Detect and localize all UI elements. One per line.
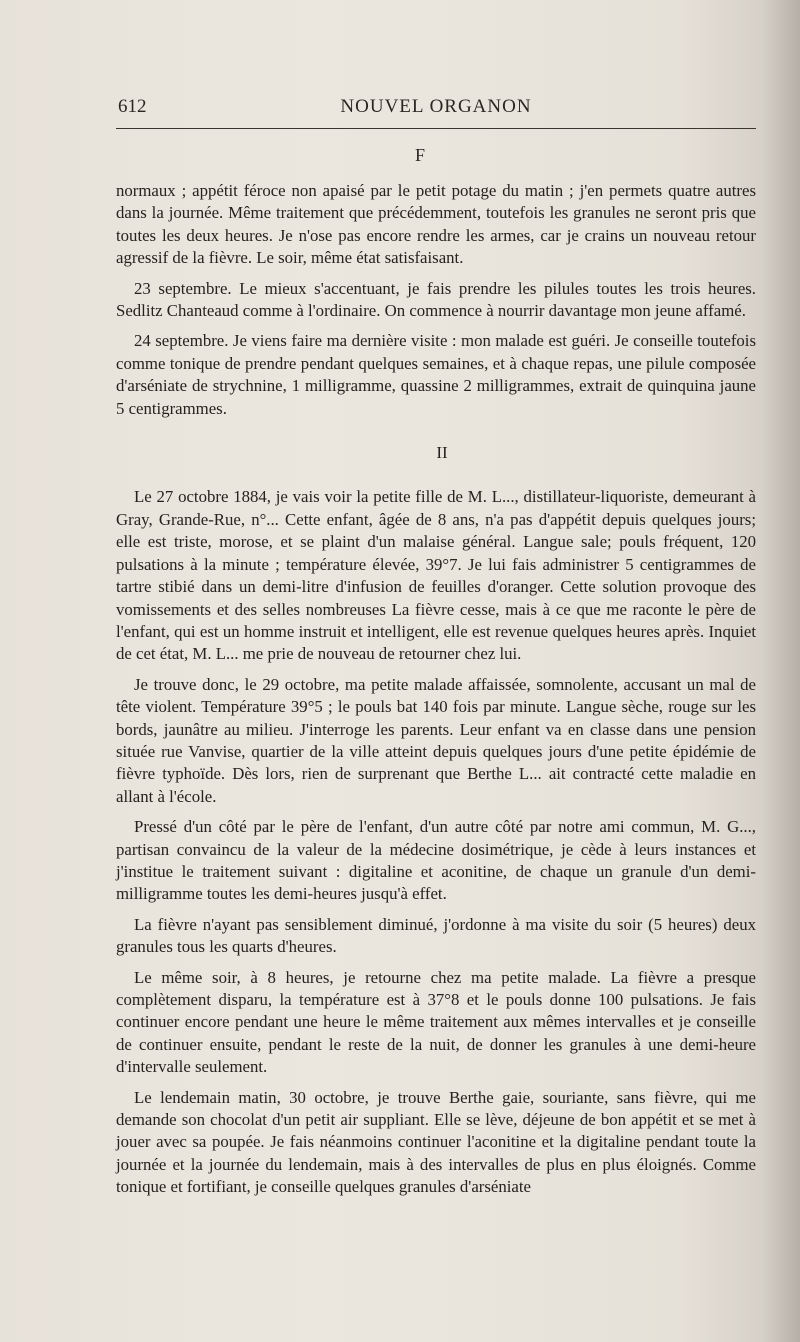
paragraph: Je trouve donc, le 29 octobre, ma petite malade affaissée, somnolente, accusant un mal de tête violent. Température 39°5 ; le pouls bat 140 fois par minute. Langue sèche, rouge sur les bords, jaunâtre au milieu. J'interroge les parents. Leur enfant va en classe dans une pension située rue Vanvise, quartier de la ville atteint depuis quelques jours d'une petite épidémie de fièvre typhoïde. Dès lors, rien de surprenant que Berthe L... ait contracté cette maladie en allant à l'école. <box>116 674 756 806</box>
paragraph: Le lendemain matin, 30 octobre, je trouve Berthe gaie, souriante, sans fièvre, qui me demande son chocolat d'un petit air suppliant. Elle se lève, déjeune de bon appétit et se met à jouer avec sa poupée. Je fais néanmoins continuer l'aconitine et la digitaline pendant toute la journée et la journée du lendemain, mais à des intervalles de plus en plus éloignés. Comme tonique et fortifiant, je conseille quelques granules d'arséniate <box>116 1087 756 1197</box>
signature-mark: F <box>414 145 425 165</box>
page-header <box>116 96 756 126</box>
paragraph: 23 septembre. Le mieux s'accentuant, je fais prendre les pilules toutes les trois heures. Sedlitz Chanteaud comme à l'ordinaire. On commence à nourrir davantage mon jeune affamé. <box>116 278 756 321</box>
paragraph: Le même soir, à 8 heures, je retourne chez ma petite malade. La fièvre a presque complètement disparu, la température est à 37°8 et le pouls donne 100 pulsations. Je fais continuer encore pendant une heure le même traitement aux mêmes intervalles et je conseille de continuer ensuite, pendant le reste de la nuit, de donner les granules à une demi-heure d'intervalle seulement. <box>116 967 756 1077</box>
running-title: NOUVEL ORGANON <box>340 96 532 117</box>
paragraph: Pressé d'un côté par le père de l'enfant, d'un autre côté par notre ami commun, M. G..., partisan convaincu de la valeur de la médecine dosimétrique, je cède à leurs instances et j'institue le traitement suivant : digitaline et aconitine, de chaque un granule d'un demi-milligramme toutes les demi-heures jusqu'à effet. <box>116 817 756 904</box>
paragraph: 24 septembre. Je viens faire ma dernière visite : mon malade est guéri. Je conseille toutefois comme tonique de prendre pendant quelques semaines, et à chaque repas, une pilule composée d'arséniate de strychnine, 1 milligramme, quassine 2 milligrammes, extrait de quinquina jaune 5 centigrammes. <box>116 331 756 418</box>
paragraph: La fièvre n'ayant pas sensiblement diminué, j'ordonne à ma visite du soir (5 heures) deux granules tous les quarts d'heures. <box>116 914 756 957</box>
header-rule <box>116 128 756 129</box>
paragraph: Le 27 octobre 1884, je vais voir la petite fille de M. L..., distillateur-liquoriste, demeurant à Gray, Grande-Rue, n°... Cette enfant, âgée de 8 ans, n'a pas d'appétit depuis quelques jours; elle est triste, morose, et se plaint d'un malaise général. Langue sale; pouls fréquent, 120 pulsations à la minute ; température élevée, 39°7. Je lui fais administrer 5 centigrammes de tartre stibié dans un demi-litre d'infusion de feuilles d'oranger. Cette solution provoque des vomissements et des selles nombreuses La fièvre cesse, mais à ce que me raconte le père de l'enfant, qui est un homme instruit et intelligent, elle est revenue quelques heures après. Inquiet de cet état, M. L... me prie de nouveau de retourner chez lui. <box>116 487 756 664</box>
page-edge-shadow <box>762 0 800 1342</box>
page-number: 612 <box>118 96 147 117</box>
paragraph: normaux ; appétit féroce non apaisé par le petit potage du matin ; j'en permets quatre autres dans la journée. Même traitement que précédemment, toutefois les granules ne seront pris que toutes les deux heures. Je n'ose pas encore rendre les armes, car je crains un nouveau retour agressif de la fièvre. Le soir, même état satisfaisant. <box>116 181 756 268</box>
body-text <box>116 180 756 1207</box>
section-heading: II <box>436 443 448 463</box>
